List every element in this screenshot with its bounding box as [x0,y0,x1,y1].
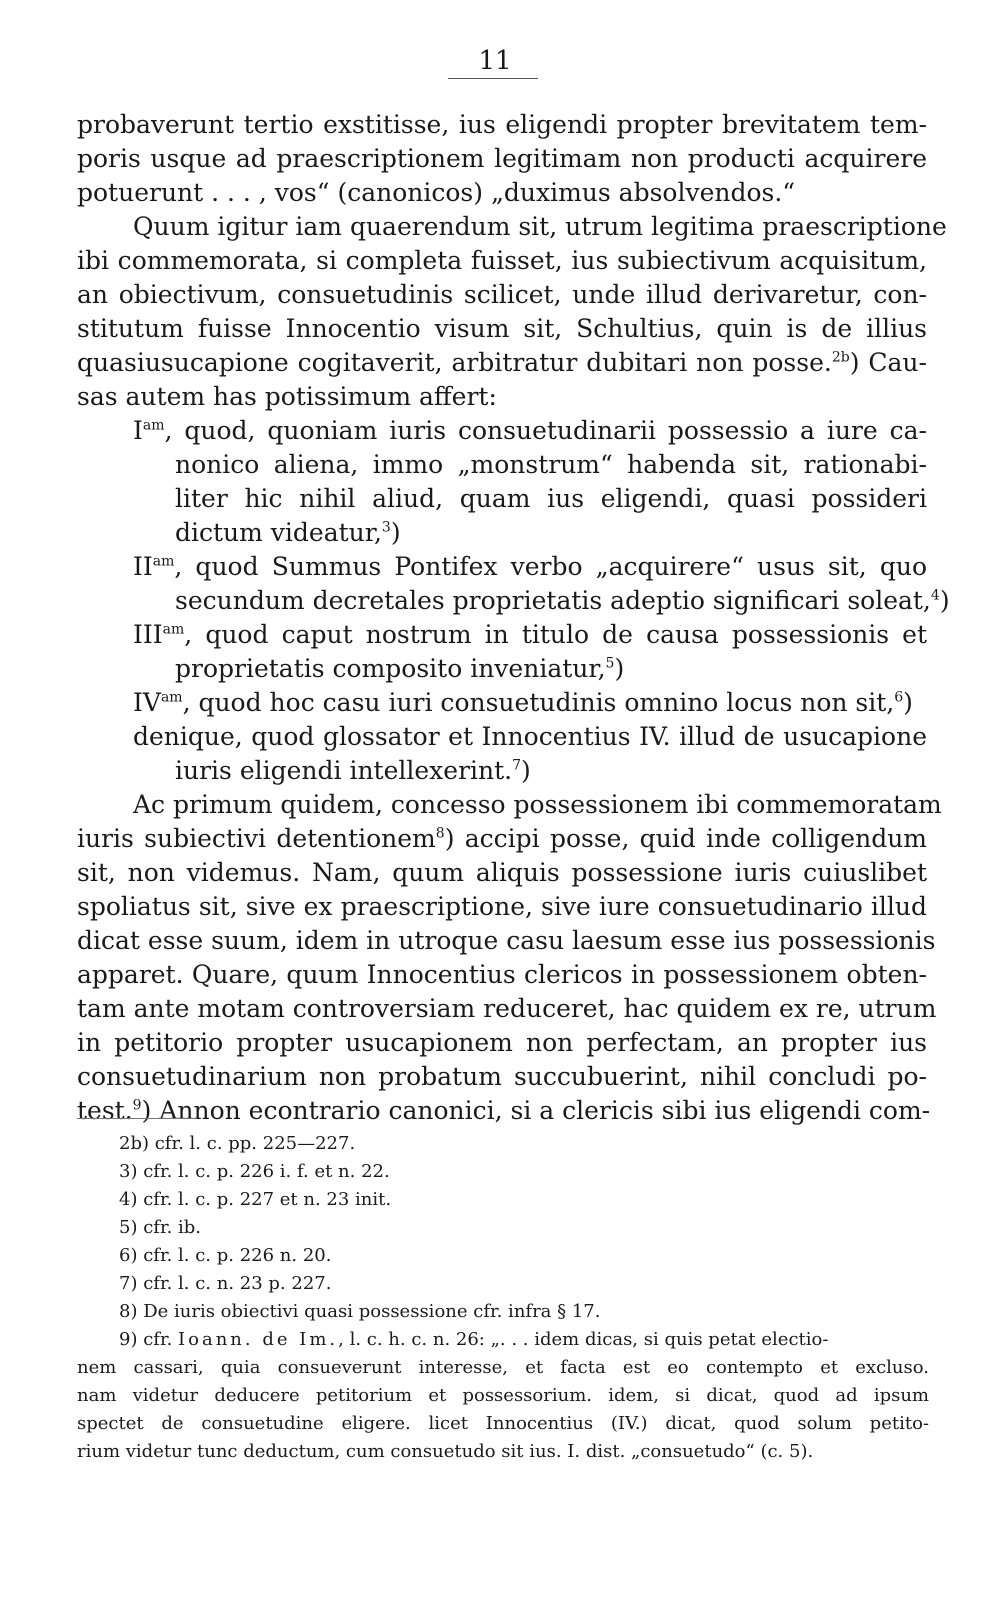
footnote: 9) cfr. Ioann. de Im., l. c. h. c. n. 26: „. . . idem dicas, si quis petat electio- [119,1329,829,1350]
text-line: nonico aliena, immo „monstrum“ habenda sit, rationabi- [175,450,927,479]
text-line: an obiectivum, consuetudinis scilicet, unde illud derivaretur, con- [77,280,927,309]
page-number: 11 [478,46,512,76]
text-line: liter hic nihil aliud, quam ius eligendi, quasi possideri [175,484,927,513]
enum-item-ii: $II^{am}$, quod Summus Pontifex verbo „acquirere“ usus sit, quo [133,552,927,581]
footnote: 4) cfr. l. c. p. 227 et n. 23 init. [119,1189,392,1210]
footnote-line: nem cassari, quia consueverunt interesse, et facta est eo contempto et excluso. [77,1357,929,1378]
footnote-ref: 2b [831,349,850,366]
text-line: test.$^9$) Annon econtrario canonici, si a clericis sibi ius eligendi com- [77,1096,931,1125]
text-line: secundum decretales proprietatis adeptio significari soleat,$^4$) [175,586,950,615]
footnote-line: spectet de consuetudine eligere. licet Innocentius (IV.) dicat, quod solum petito- [77,1413,929,1434]
text-line: in petitorio propter usucapionem non perfectam, an propter ius [77,1028,927,1057]
text-line: poris usque ad praescriptionem legitimam non producti acquirere [77,144,927,173]
footnote-ref: 9 [132,1097,142,1114]
text-line: apparet. Quare, quum Innocentius clericos in possessionem obten- [77,960,927,989]
text-line: probaverunt tertio exstitisse, ius eligendi propter brevitatem tem- [77,110,927,139]
footnote-ref: 7 [512,757,522,774]
footnote: 3) cfr. l. c. p. 226 i. f. et n. 22. [119,1161,390,1182]
footnote-line: nam videtur deducere petitorium et possessorium. idem, si dicat, quod ad ipsum [77,1385,929,1406]
footnote-ref: 6 [894,689,904,706]
text-line: potuerunt . . . , vos“ (canonicos) „duximus absolvendos.“ [77,178,796,207]
text-line: dicat esse suum, idem in utroque casu laesum esse ius possessionis [77,926,936,955]
enum-item-iv: $IV^{am}$, quod hoc casu iuri consuetudinis omnino locus non sit,$^6$) [133,688,913,717]
page-number-rule [448,78,538,79]
text-line: stitutum fuisse Innocentio visum sit, Schultius, quin is de illius [77,314,927,343]
footnote-ref: 4 [930,587,940,604]
footnote-ref: 3 [381,519,391,536]
text-line: sit, non videmus. Nam, quum aliquis possessione iuris cuiuslibet [77,858,927,887]
main-text [77,108,950,1128]
text-line: quasiusucapione cogitaverit, arbitratur dubitari non posse.$^{2b}$) Cau- [77,348,927,377]
text-line: tam ante motam controversiam reduceret, hac quidem ex re, utrum [77,994,937,1023]
text-line: spoliatus sit, sive ex praescriptione, sive iure consuetudinario illud [77,892,927,921]
footnote-separator [77,1118,197,1119]
enum-item-iii: $III^{am}$, quod caput nostrum in titulo de causa possessionis et [133,620,927,649]
footnote: 2b) cfr. l. c. pp. 225—227. [119,1133,356,1154]
text-line: ibi commemorata, si completa fuisset, ius subiectivum acquisitum, [77,246,927,275]
text-line: dictum videatur,$^3$) [175,518,401,547]
text-line: consuetudinarium non probatum succubuerint, nihil concludi po- [77,1062,927,1091]
text-line: denique, quod glossator et Innocentius IV. illud de usucapione [133,722,927,751]
text-line: sas autem has potissimum affert: [77,382,497,411]
footnotes [77,1130,929,1466]
footnote-line: rium videtur tunc deductum, cum consuetudo sit ius. I. dist. „consuetudo“ (c. 5). [77,1441,814,1462]
text-line: Ac primum quidem, concesso possessionem ibi commemoratam [133,790,942,819]
footnote-ref: 5 [605,655,615,672]
text-line: proprietatis composito inveniatur,$^5$) [175,654,625,683]
text-line: iuris subiectivi detentionem$^8$) accipi posse, quid inde colligendum [77,824,928,853]
text-line: Quum igitur iam quaerendum sit, utrum legitima praescriptione [133,212,947,241]
text-line: iuris eligendi intellexerint.$^7$) [175,756,531,785]
footnote-ref: 8 [435,825,445,842]
footnote: 7) cfr. l. c. n. 23 p. 227. [119,1273,332,1294]
footnote: 6) cfr. l. c. p. 226 n. 20. [119,1245,332,1266]
footnote-author: Ioann. de Im. [178,1329,339,1350]
enum-item-i: $I^{am}$, quod, quoniam iuris consuetudinarii possessio a iure ca- [133,416,927,445]
footnote: 8) De iuris obiectivi quasi possessione cfr. infra § 17. [119,1301,601,1322]
footnote: 5) cfr. ib. [119,1217,202,1238]
